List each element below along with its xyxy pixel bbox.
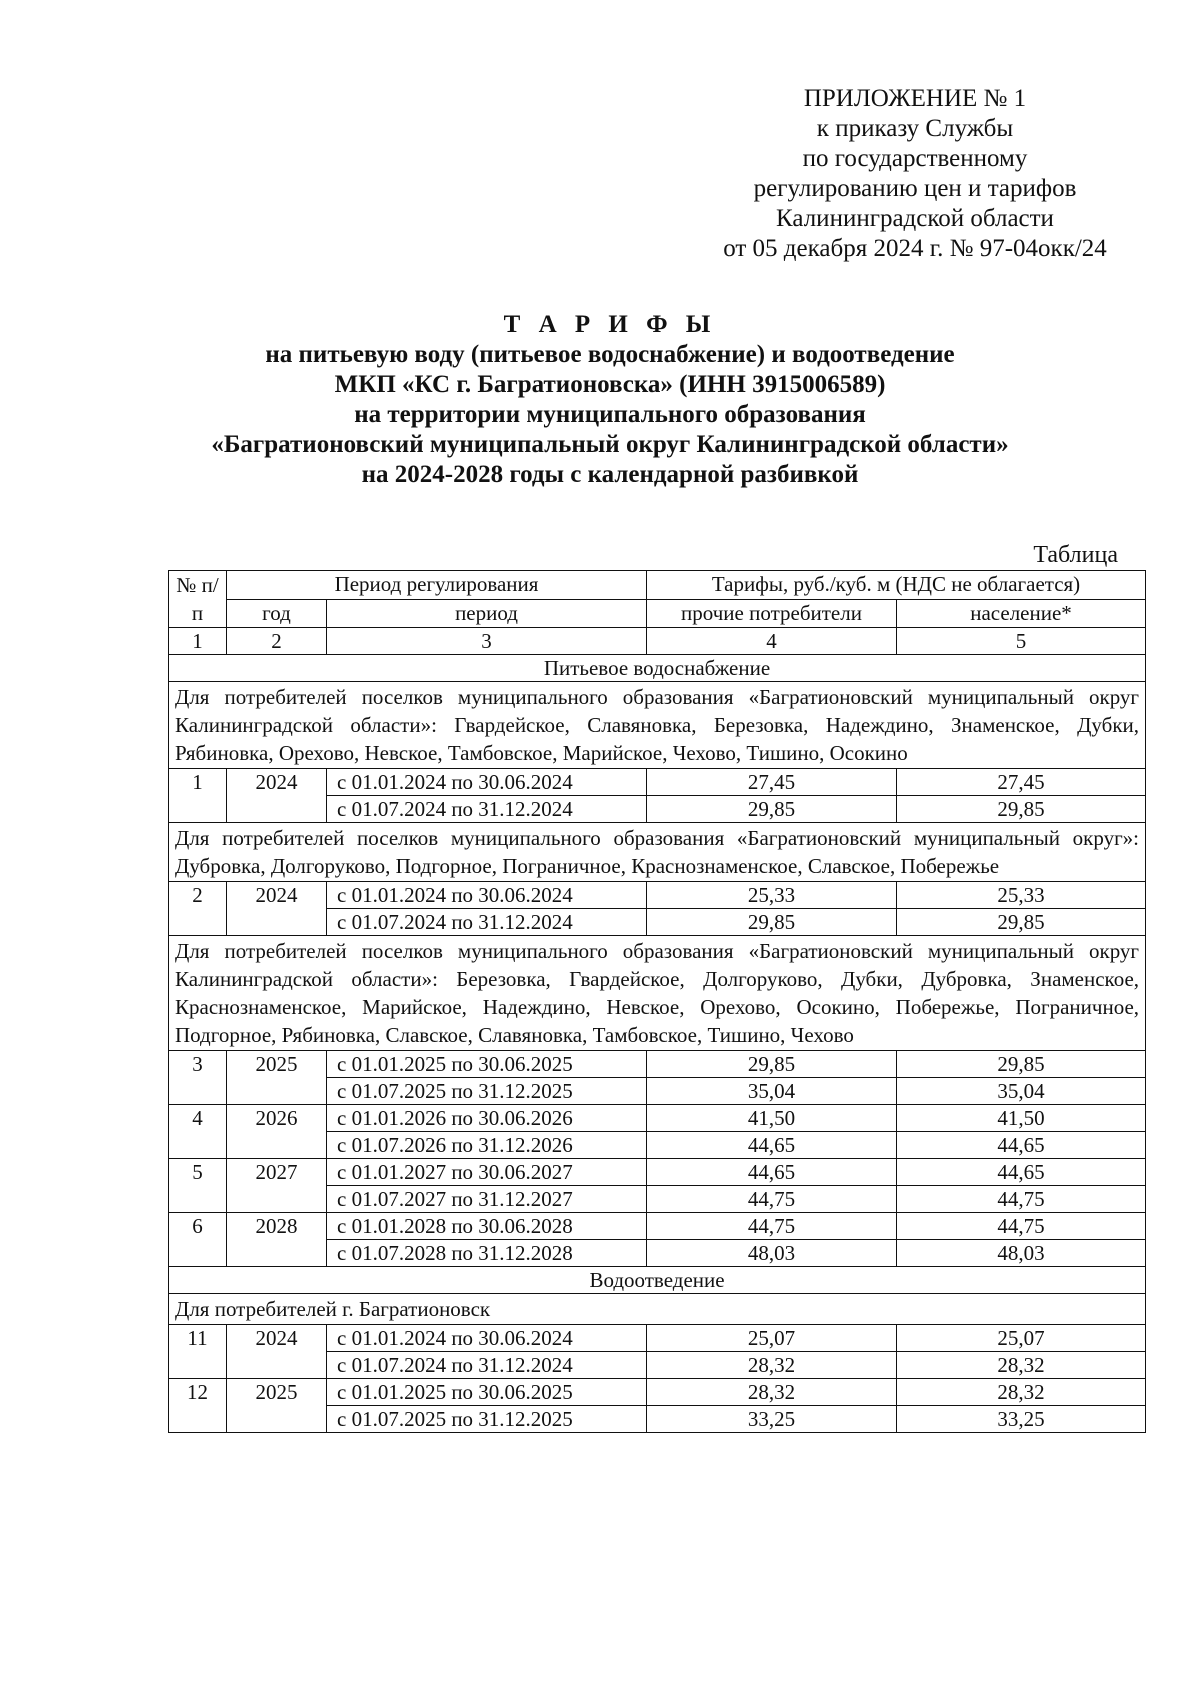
row-period: с 01.07.2027 по 31.12.2027 (327, 1186, 647, 1213)
row-year: 2028 (227, 1213, 327, 1267)
table-header-row (169, 599, 1146, 628)
row-tariff-population: 44,65 (897, 1159, 1146, 1186)
col-number: 5 (897, 628, 1146, 655)
appendix-line: ПРИЛОЖЕНИЕ № 1 (803, 85, 1027, 112)
row-tariff-population: 28,32 (897, 1379, 1146, 1406)
row-period: с 01.07.2024 по 31.12.2024 (327, 796, 647, 823)
row-year: 2027 (227, 1159, 327, 1213)
appendix-line: к приказу Службы (816, 115, 1014, 142)
row-tariff-population: 25,33 (897, 882, 1146, 909)
row-tariff-population: 29,85 (897, 796, 1146, 823)
appendix-block (690, 84, 1140, 264)
row-num: 5 (169, 1159, 227, 1213)
row-num: 11 (169, 1325, 227, 1379)
row-period: с 01.01.2025 по 30.06.2025 (327, 1051, 647, 1078)
row-tariff-population: 35,04 (897, 1078, 1146, 1105)
row-num: 6 (169, 1213, 227, 1267)
title-line: «Багратионовский муниципальный округ Калининградской области» (211, 431, 1009, 458)
group-description: Для потребителей г. Багратионовск (169, 1294, 1146, 1325)
section-water: Питьевое водоснабжение (169, 655, 1146, 682)
row-period: с 01.01.2027 по 30.06.2027 (327, 1159, 647, 1186)
row-period: с 01.01.2026 по 30.06.2026 (327, 1105, 647, 1132)
section-sewage: Водоотведение (169, 1267, 1146, 1294)
header-num: № п/п (169, 571, 227, 628)
table-row (169, 1105, 1146, 1132)
header-population: население* (897, 599, 1146, 628)
row-tariff-others: 25,33 (647, 882, 897, 909)
group-description: Для потребителей поселков муниципального образования «Багратионовский муниципальный округ Калининградской области»: Березовка, Гвардейское, Долгоруково, Дубки, Дубровка, Знаменское, Краснознаменское, Марийское, Надеждино, Невское, Орехово, Осокино, Побережье, Пограничное, Подгорное, Рябиновка, Славское, Славяновка, Тамбовское, Тишино, Чехово (169, 936, 1146, 1051)
row-tariff-population: 48,03 (897, 1240, 1146, 1267)
section-row (169, 655, 1146, 682)
group-row (169, 936, 1146, 1051)
row-tariff-others: 44,65 (647, 1132, 897, 1159)
row-period: с 01.07.2026 по 31.12.2026 (327, 1132, 647, 1159)
row-tariff-population: 41,50 (897, 1105, 1146, 1132)
row-num: 2 (169, 882, 227, 936)
row-tariff-others: 44,65 (647, 1159, 897, 1186)
row-num: 4 (169, 1105, 227, 1159)
row-period: с 01.01.2024 по 30.06.2024 (327, 769, 647, 796)
header-tariff-group: Тарифы, руб./куб. м (НДС не облагается) (647, 571, 1146, 600)
appendix-line: Калининградской области (776, 205, 1054, 232)
row-tariff-population: 29,85 (897, 909, 1146, 936)
row-period: с 01.01.2025 по 30.06.2025 (327, 1379, 647, 1406)
row-tariff-others: 35,04 (647, 1078, 897, 1105)
row-tariff-others: 29,85 (647, 1051, 897, 1078)
row-tariff-population: 28,32 (897, 1352, 1146, 1379)
group-row (169, 682, 1146, 769)
table-row (169, 1051, 1146, 1078)
row-tariff-others: 48,03 (647, 1240, 897, 1267)
table-row (169, 769, 1146, 796)
group-row (169, 1294, 1146, 1325)
row-period: с 01.01.2024 по 30.06.2024 (327, 1325, 647, 1352)
appendix-line: по государственному (802, 145, 1028, 172)
header-period-group: Период регулирования (227, 571, 647, 600)
row-tariff-others: 29,85 (647, 909, 897, 936)
row-tariff-others: 27,45 (647, 769, 897, 796)
row-tariff-others: 41,50 (647, 1105, 897, 1132)
header-others: прочие потребители (647, 599, 897, 628)
row-tariff-population: 27,45 (897, 769, 1146, 796)
row-year: 2025 (227, 1051, 327, 1105)
header-year: год (227, 599, 327, 628)
title-line: МКП «КС г. Багратионовска» (ИНН 3915006589) (334, 371, 886, 398)
col-number: 3 (327, 628, 647, 655)
table-row (169, 1325, 1146, 1352)
appendix-line: регулированию цен и тарифов (753, 175, 1077, 202)
row-year: 2024 (227, 882, 327, 936)
row-num: 1 (169, 769, 227, 823)
row-num: 12 (169, 1379, 227, 1433)
row-tariff-others: 25,07 (647, 1325, 897, 1352)
title-line: на 2024-2028 годы с календарной разбивкой (361, 461, 859, 488)
header-period: период (327, 599, 647, 628)
group-description: Для потребителей поселков муниципального образования «Багратионовский муниципальный округ»: Дубровка, Долгоруково, Подгорное, Пограничное, Краснознаменское, Славское, Побережье (169, 823, 1146, 882)
section-row (169, 1267, 1146, 1294)
row-tariff-population: 44,65 (897, 1132, 1146, 1159)
row-period: с 01.07.2025 по 31.12.2025 (327, 1406, 647, 1433)
table-row (169, 1159, 1146, 1186)
row-year: 2025 (227, 1379, 327, 1433)
row-period: с 01.01.2024 по 30.06.2024 (327, 882, 647, 909)
appendix-line: от 05 декабря 2024 г. № 97-04окк/24 (723, 235, 1107, 262)
table-header-row (169, 571, 1146, 600)
row-tariff-others: 29,85 (647, 796, 897, 823)
row-tariff-population: 44,75 (897, 1213, 1146, 1240)
group-description: Для потребителей поселков муниципального образования «Багратионовский муниципальный округ Калининградской области»: Гвардейское, Славяновка, Березовка, Надеждино, Знаменское, Дубки, Рябиновка, Орехово, Невское, Тамбовское, Марийское, Чехово, Тишино, Осокино (169, 682, 1146, 769)
title-main: Т А Р И Ф Ы (503, 311, 717, 338)
row-year: 2024 (227, 769, 327, 823)
row-tariff-others: 33,25 (647, 1406, 897, 1433)
col-number: 2 (227, 628, 327, 655)
row-tariff-others: 44,75 (647, 1186, 897, 1213)
col-number: 4 (647, 628, 897, 655)
table-row (169, 1213, 1146, 1240)
row-tariff-population: 29,85 (897, 1051, 1146, 1078)
row-tariff-others: 44,75 (647, 1213, 897, 1240)
title-line: на территории муниципального образования (354, 401, 866, 428)
row-period: с 01.01.2028 по 30.06.2028 (327, 1213, 647, 1240)
row-period: с 01.07.2025 по 31.12.2025 (327, 1078, 647, 1105)
row-tariff-population: 25,07 (897, 1325, 1146, 1352)
row-period: с 01.07.2024 по 31.12.2024 (327, 909, 647, 936)
col-number: 1 (169, 628, 227, 655)
row-year: 2024 (227, 1325, 327, 1379)
row-tariff-population: 33,25 (897, 1406, 1146, 1433)
row-num: 3 (169, 1051, 227, 1105)
row-period: с 01.07.2028 по 31.12.2028 (327, 1240, 647, 1267)
table-row (169, 882, 1146, 909)
row-year: 2026 (227, 1105, 327, 1159)
row-tariff-population: 44,75 (897, 1186, 1146, 1213)
title-line: на питьевую воду (питьевое водоснабжение) и водоотведение (265, 341, 955, 368)
column-number-row (169, 628, 1146, 655)
row-period: с 01.07.2024 по 31.12.2024 (327, 1352, 647, 1379)
group-row (169, 823, 1146, 882)
table-caption: Таблица (1033, 542, 1118, 568)
row-tariff-others: 28,32 (647, 1379, 897, 1406)
document-title (150, 310, 1070, 490)
tariffs-table (168, 570, 1146, 1433)
table-row (169, 1379, 1146, 1406)
row-tariff-others: 28,32 (647, 1352, 897, 1379)
